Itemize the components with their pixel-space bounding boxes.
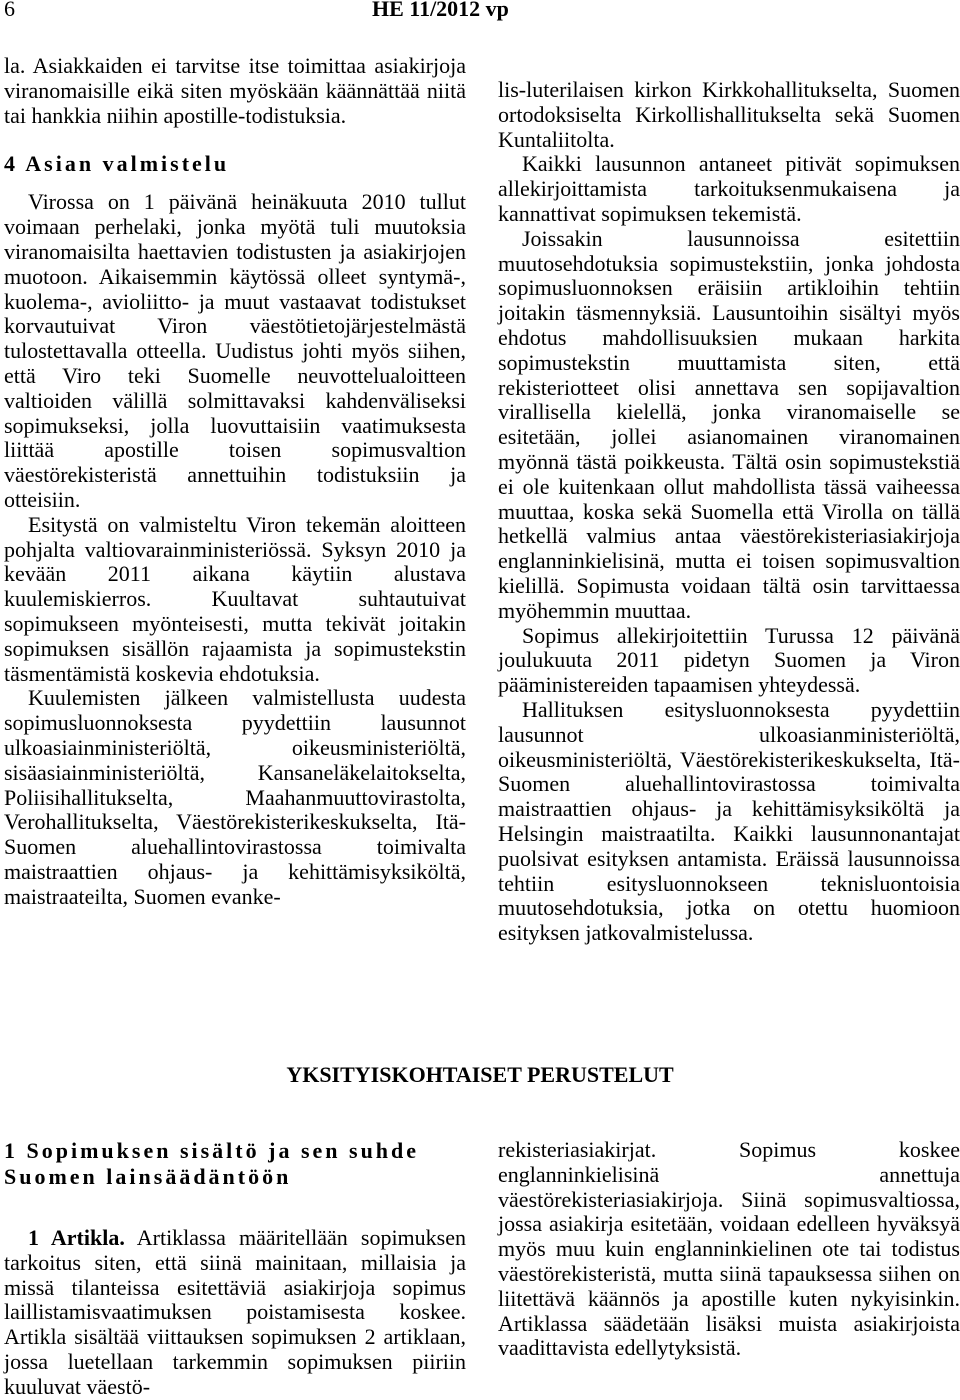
page-number: 6 (4, 0, 15, 21)
paragraph-3: Sopimus allekirjoitettiin Turussa 12 päivänä joulukuuta 2011 pidetyn Suomen ja Viron pääministereiden tapaamisen yhteydessä. (498, 622, 960, 698)
paragraph-continuation: lis-luterilaisen kirkon Kirkkohallitukselta, Suomen ortodoksiselta Kirkollishallitukselta sekä Suomen Kuntaliitolta. (498, 77, 960, 152)
section-heading-4: 4 Asian valmistelu (4, 151, 230, 177)
paragraph-4: Hallituksen esitysluonnoksesta pyydettiin lausunnot ulkoasianministeriöltä, oikeusministeriöltä, Väestörekisterikeskukselta, Itä-Suomen aluehallintovirastossa toimivalta maistraattien ohjaus- ja kehittämisyksiköltä ja Helsingin maistraatilta. Kaikki lausunnonantajat puolsivat esityksen antamista. Eräissä lausunnoissa tehtiin esitysluonnokseen teknisluontoisia muutosehdotuksia, jotka on otettu huomioon esityksen jatkovalmistelussa. (498, 696, 960, 946)
paragraph-1: Virossa on 1 päivänä heinäkuuta 2010 tullut voimaan perhelaki, jonka myötä tuli muutoksia viranomaisilta haettavien todistusten ja asiakirjojen muotoon. Aikaisemmin käytössä olleet syntymä-, kuolema-, avioliitto- ja muut vastaavat todistukset korvautuivat Viron väestötietojärjestelmästä tulostettavalla otteella. Uudistus johti myös siihen, että Viro teki Suomelle neuvottelualoitteen valtioiden välillä solmittavaksi kahdenväliseksi sopimukseksi, jolla luovuttaisiin vaatimuksesta liittää apostille toisen sopimusvaltion väestörekisteristä annettuihin todistuksiin ja otteisiin. (4, 189, 466, 512)
article-label: 1 Artikla. (28, 1225, 125, 1250)
top-right-column (498, 78, 960, 946)
bottom-left-column (4, 1138, 466, 1400)
article-text: Artiklassa määritellään sopimuksen tarkoitus siten, että siinä mainitaan, millaisia ja missä tilanteissa esitettäviä asiakirjoja sopimus laillistamisvaatimuksen poistamisesta koskee. Artikla sisältää viittauksen sopimuksen 2 artiklaan, jossa luetellaan tarkemmin sopimuksen piiriin kuuluvat väestö- (4, 1225, 466, 1399)
section-heading-1: 1 Sopimuksen sisältö ja sen suhde Suomen lainsäädäntöön (4, 1138, 420, 1189)
article-paragraph (4, 1226, 466, 1400)
paragraph-3: Kuulemisten jälkeen valmistellusta uudesta sopimusluonnoksesta pyydettiin lausunnot ulkoasiainministeriöltä, oikeusministeriöltä, sisäasiainministeriöltä, Kansaneläkelaitokselta, Poliisihallitukselta, Maahanmuuttovirastolta, Verohallitukselta, Väestörekisterikeskukselta, Itä-Suomen aluehallintovirastossa toimivalta maistraattien ohjaus- ja kehittämisyksiköltä, maistraateilta, Suomen evanke- (4, 685, 466, 909)
document-id: HE 11/2012 vp (372, 0, 509, 21)
paragraph-la: la. Asiakkaiden ei tarvitse itse toimittaa asiakirjoja viranomaisille eikä siten myöskään käännättää niitä tai hankkia niihin apostille-todistuksia. (4, 53, 466, 128)
bottom-right-column (498, 1138, 960, 1361)
paragraph-2: Joissakin lausunnoissa esitettiin muutosehdotuksia sopimustekstiin, jonka johdosta sopimusluonnoksen eräisiin artikloihin tehtiin joitakin täsmennyksiä. Lausuntoihin sisältyi myös ehdotus mahdollisuuksien mukaan harkita sopimustekstin muuttamista siten, että rekisteriotteet olisi annettava sen sopijavaltion virallisella kielellä, jonka viranomaiselle se esitetään, jollei asianomainen viranomainen myönnä tästä poikkeusta. Tältä osin sopimustekstiä ei ole kuitenkaan ollut mahdollista tässä vaiheessa muuttaa, koska sekä Suomella että Virolla on tällä hetkellä valmius antaa väestörekisteriasiakirjoja englanninkielisinä, mutta ei toisen sopimusvaltion kielillä. Sopimusta voidaan tältä osin tarvittaessa myöhemmin muuttaa. (498, 225, 960, 623)
paragraph-2: Esitystä on valmisteltu Viron tekemän aloitteen pohjalta valtiovarainministeriössä. Syksyn 2010 ja kevään 2011 aikana käytiin alustava kuulemiskierros. Kuultavat suhtautuivat sopimukseen myönteisesti, mutta tekivät joitakin sopimuksen sisällön rajaamista ja sopimustekstin täsmentämistä koskevia ehdotuksia. (4, 511, 466, 686)
top-left-column (4, 54, 466, 910)
section-title: YKSITYISKOHTAISET PERUSTELUT (286, 1062, 674, 1087)
paragraph-1: Kaikki lausunnon antaneet pitivät sopimuksen allekirjoittamista tarkoituksenmukaisena ja kannattivat sopimuksen tekemistä. (498, 151, 960, 226)
paragraph-continuation: rekisteriasiakirjat. Sopimus koskee englanninkielisinä annettuja väestörekisteriasiakirjoja. Siinä sopimusvaltiossa, jossa asiakirja esitetään, voidaan edelleen hyväksyä myös muu kuin englanninkielinen ote tai todistus väestörekisteristä, mutta siinä tapauksessa siihen on liitettävä käännös ja apostille kuten nykyisinkin. Artiklassa säädetään lisäksi muista asiakirjoista vaadittavista edellytyksistä. (498, 1137, 960, 1361)
